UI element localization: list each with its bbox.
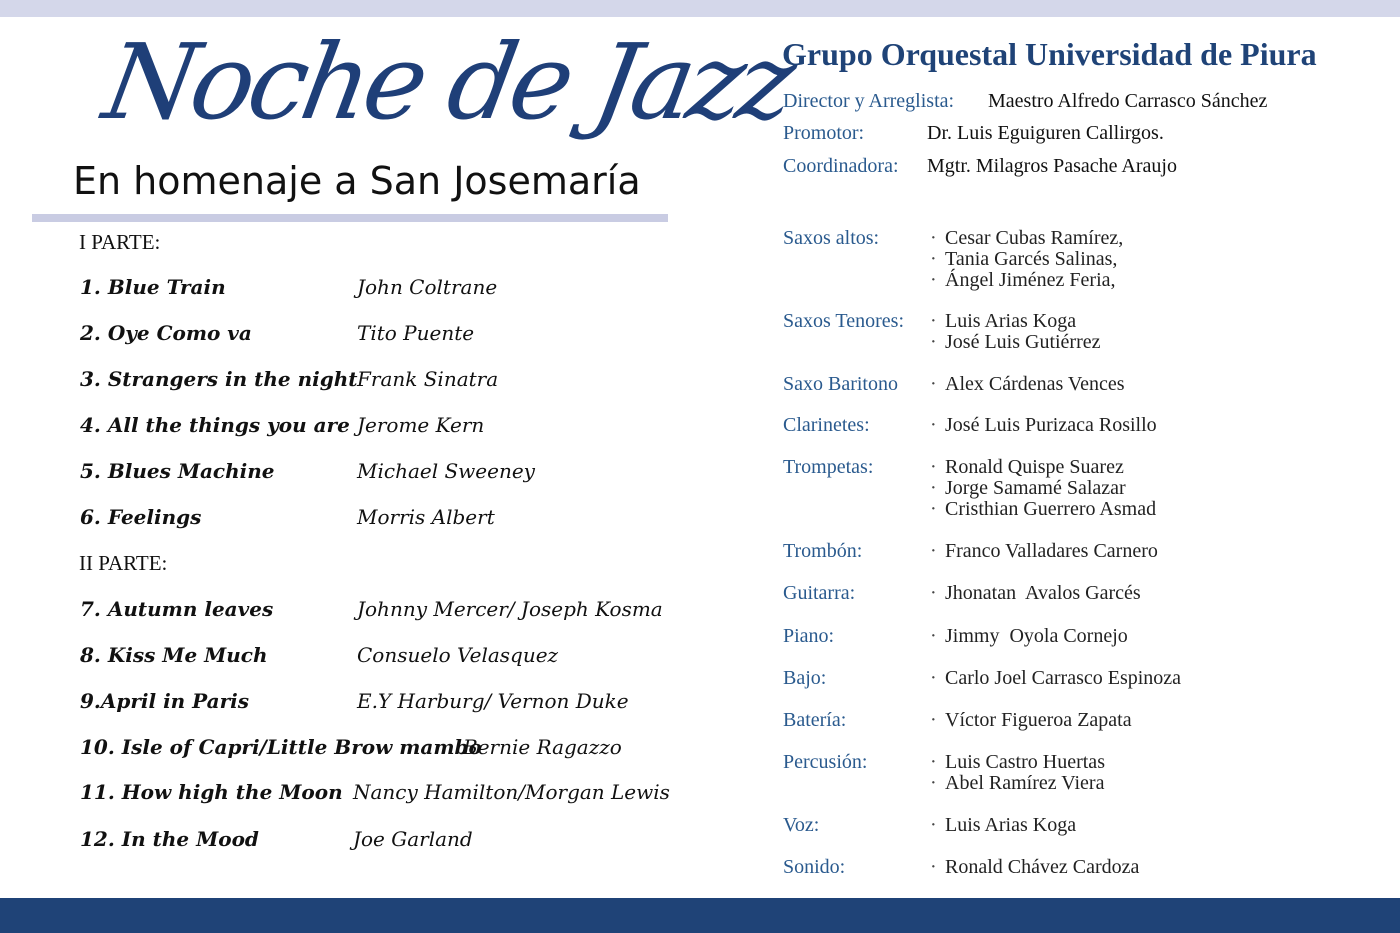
member: · Luis Arias Koga <box>930 310 1077 332</box>
member: · Víctor Figueroa Zapata <box>930 709 1132 731</box>
song-title: 11. How high the Moon <box>80 780 343 804</box>
event-subtitle: En homenaje a San Josemaría <box>73 159 641 203</box>
song-composer: Johnny Mercer/ Joseph Kosma <box>357 597 663 621</box>
member: · Abel Ramírez Viera <box>930 772 1105 794</box>
song-composer: Michael Sweeney <box>357 459 535 483</box>
section-label: Trompetas: <box>783 456 874 478</box>
member: · Ronald Quispe Suarez <box>930 456 1124 478</box>
song-title: 9.April in Paris <box>80 689 250 713</box>
part-2-heading: II PARTE: <box>79 551 168 575</box>
song-title: 4. All the things you are <box>80 413 350 437</box>
staff-label: Coordinadora: <box>783 155 899 177</box>
program-item <box>80 732 680 762</box>
member: · José Luis Gutiérrez <box>930 331 1101 353</box>
song-composer: Consuelo Velasquez <box>357 643 559 667</box>
song-title: 5. Blues Machine <box>80 459 275 483</box>
title-divider <box>32 214 668 222</box>
section-label: Bajo: <box>783 667 827 689</box>
member: · Luis Arias Koga <box>930 814 1077 836</box>
song-composer: Joe Garland <box>353 827 473 851</box>
section-label: Trombón: <box>783 540 863 562</box>
event-title: Noche de Jazz <box>95 21 801 143</box>
program-item <box>80 824 680 854</box>
song-title: 2. Oye Como va <box>80 321 252 345</box>
section-label: Percusión: <box>783 751 868 773</box>
staff-row <box>783 120 1383 146</box>
member: · Jorge Samamé Salazar <box>930 477 1126 499</box>
section-label: Voz: <box>783 814 820 836</box>
song-composer: John Coltrane <box>357 275 498 299</box>
top-band <box>0 0 1400 17</box>
member: · Cristhian Guerrero Asmad <box>930 498 1157 520</box>
song-title: 10. Isle of Capri/Little Brow mambo <box>80 735 482 759</box>
staff-row <box>783 88 1383 114</box>
program-item <box>80 777 680 807</box>
program-item <box>80 502 680 532</box>
song-title: 6. Feelings <box>80 505 202 529</box>
staff-label: Director y Arreglista: <box>783 90 955 112</box>
member: · Ronald Chávez Cardoza <box>930 856 1140 878</box>
section-label: Clarinetes: <box>783 414 870 436</box>
section-label: Sonido: <box>783 856 846 878</box>
song-composer: Tito Puente <box>357 321 475 345</box>
program-item <box>80 686 680 716</box>
song-composer: Jerome Kern <box>357 413 485 437</box>
member: · Ángel Jiménez Feria, <box>930 269 1116 291</box>
song-title: 8. Kiss Me Much <box>80 643 268 667</box>
program-item <box>80 318 680 348</box>
orchestra-name: Grupo Orquestal Universidad de Piura <box>782 36 1317 72</box>
program-item <box>80 364 680 394</box>
section-label: Batería: <box>783 709 847 731</box>
program-item <box>80 456 680 486</box>
program-item <box>80 272 680 302</box>
member: · Alex Cárdenas Vences <box>930 373 1125 395</box>
song-title: 7. Autumn leaves <box>80 597 274 621</box>
staff-row <box>783 153 1383 179</box>
song-composer: Nancy Hamilton/Morgan Lewis <box>353 780 670 804</box>
member: · José Luis Purizaca Rosillo <box>930 414 1157 436</box>
program-item <box>80 640 680 670</box>
song-title: 12. In the Mood <box>80 827 259 851</box>
song-composer: Bernie Ragazzo <box>463 735 622 759</box>
part-1-heading: I PARTE: <box>79 230 161 254</box>
section-label: Guitarra: <box>783 582 856 604</box>
program-item <box>80 410 680 440</box>
bottom-band <box>0 898 1400 933</box>
member: · Luis Castro Huertas <box>930 751 1105 773</box>
member: · Tania Garcés Salinas, <box>930 248 1118 270</box>
staff-value: Dr. Luis Eguiguren Callirgos. <box>927 122 1164 144</box>
staff-label: Promotor: <box>783 122 865 144</box>
song-title: 1. Blue Train <box>80 275 226 299</box>
song-composer: Morris Albert <box>357 505 495 529</box>
member: · Franco Valladares Carnero <box>930 540 1158 562</box>
section-label: Saxos altos: <box>783 227 880 249</box>
member: · Cesar Cubas Ramírez, <box>930 227 1124 249</box>
member: · Carlo Joel Carrasco Espinoza <box>930 667 1182 689</box>
song-title: 3. Strangers in the night <box>80 367 358 391</box>
member: · Jhonatan Avalos Garcés <box>930 582 1141 604</box>
song-composer: E.Y Harburg/ Vernon Duke <box>357 689 629 713</box>
member: · Jimmy Oyola Cornejo <box>930 625 1128 647</box>
section-label: Saxos Tenores: <box>783 310 904 332</box>
program-item <box>80 594 680 624</box>
section-label: Saxo Baritono <box>783 373 898 395</box>
staff-value: Mgtr. Milagros Pasache Araujo <box>927 155 1177 177</box>
section-label: Piano: <box>783 625 835 647</box>
staff-value: Maestro Alfredo Carrasco Sánchez <box>988 90 1268 112</box>
song-composer: Frank Sinatra <box>357 367 499 391</box>
